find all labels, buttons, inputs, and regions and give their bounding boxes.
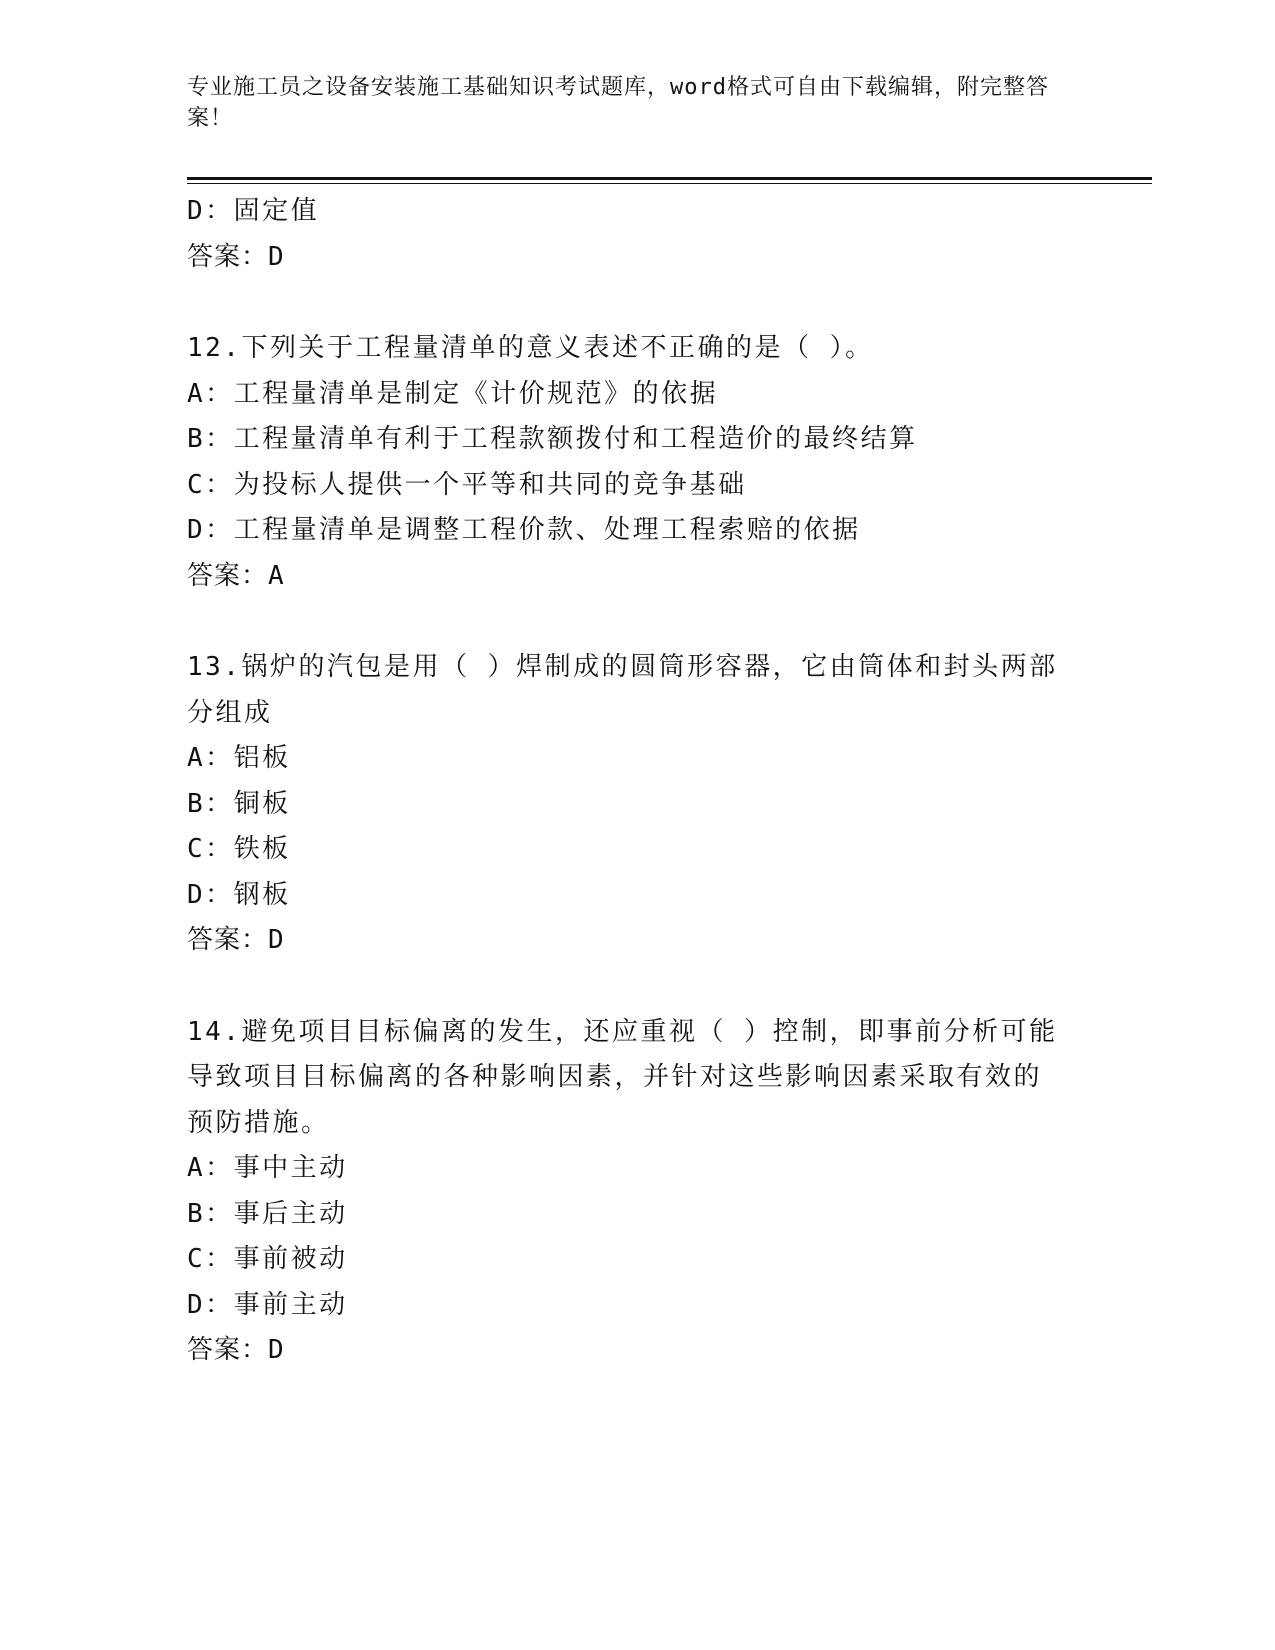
- option-a: A：工程量清单是制定《计价规范》的依据: [187, 378, 719, 409]
- answer-line: 答案：A: [187, 560, 285, 591]
- question-stem: 13.锅炉的汽包是用（ ）焊制成的圆筒形容器，它由筒体和封头两部分组成: [187, 652, 1058, 728]
- question-content: [187, 189, 1067, 1374]
- question-block-12: [187, 326, 1067, 599]
- question-stem: 12.下列关于工程量清单的意义表述不正确的是（ ）。: [187, 333, 874, 363]
- option-b: B：铜板: [187, 788, 291, 819]
- answer-line: 答案：D: [187, 925, 285, 955]
- header-text: 专业施工员之设备安装施工基础知识考试题库，word格式可自由下载编辑，附完整答案！: [187, 75, 1049, 131]
- answer-line: 答案：D: [187, 241, 285, 272]
- option-c: C：铁板: [187, 834, 291, 864]
- option-d: D：固定值: [187, 196, 320, 226]
- question-block-14: [187, 1010, 1067, 1374]
- question-spacer: [187, 964, 1067, 1010]
- document-header: [187, 72, 1067, 134]
- option-b: B：事后主动: [187, 1198, 348, 1229]
- option-b: B：工程量清单有利于工程款额拨付和工程造价的最终结算: [187, 424, 918, 454]
- option-a: A：铝板: [187, 743, 291, 773]
- option-a: A：事中主动: [187, 1153, 348, 1183]
- question-spacer: [187, 599, 1067, 645]
- header-rule-thick: [187, 177, 1152, 180]
- option-c: C：为投标人提供一个平等和共同的竞争基础: [187, 469, 747, 500]
- option-d: D：事前主动: [187, 1289, 348, 1320]
- question-spacer: [187, 280, 1067, 326]
- header-rule-thin: [187, 183, 1152, 184]
- answer-line: 答案：D: [187, 1335, 285, 1365]
- question-block-13: [187, 645, 1067, 964]
- option-d: D：钢板: [187, 879, 291, 910]
- option-c: C：事前被动: [187, 1244, 348, 1274]
- question-stem: 14.避免项目目标偏离的发生，还应重视（ ）控制，即事前分析可能导致项目目标偏离的各种影响因素，并针对这些影响因素采取有效的预防措施。: [187, 1016, 1058, 1138]
- prev-question-block: [187, 189, 1067, 280]
- option-d: D：工程量清单是调整工程价款、处理工程索赔的依据: [187, 515, 861, 545]
